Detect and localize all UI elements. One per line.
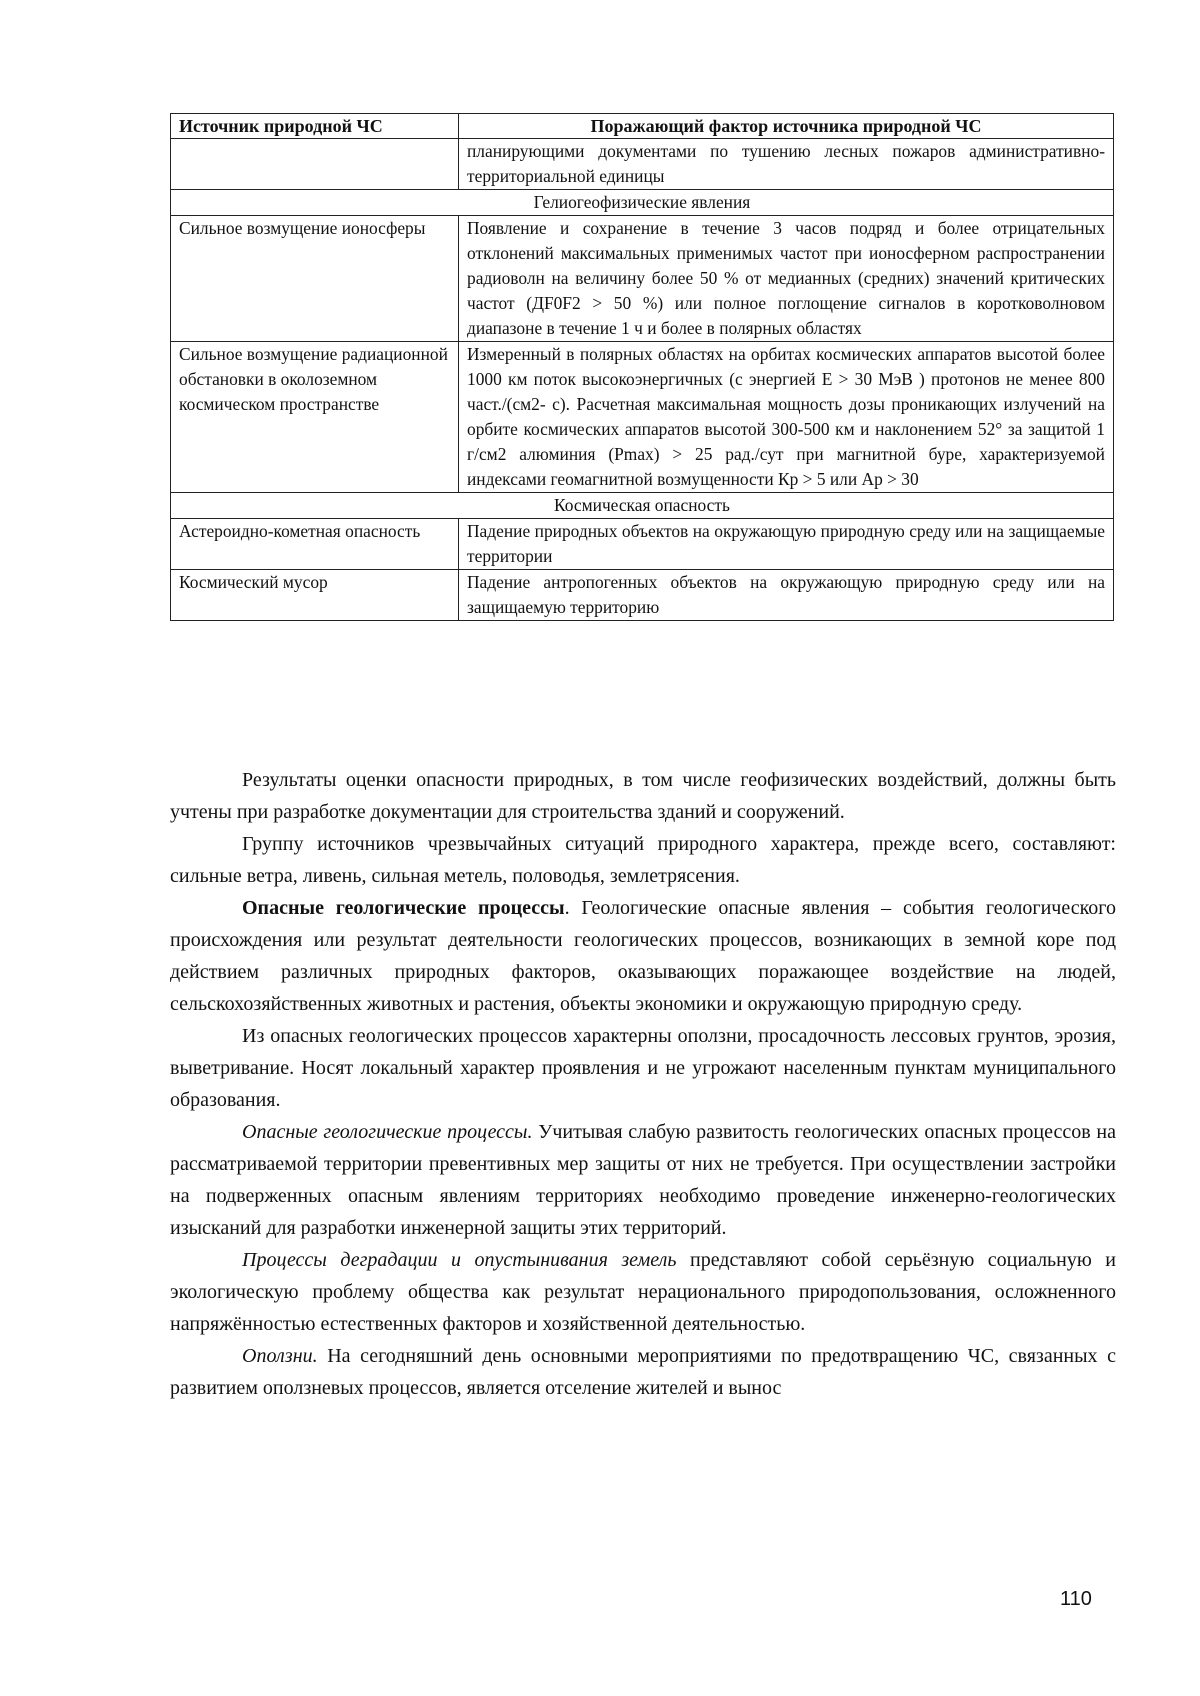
paragraph-text: Группу источников чрезвычайных ситуаций природного характера, прежде всего, составляют: сильные ветра, ливень, сильная метель, половодья, землетрясения. [170, 833, 1116, 887]
table-section-row [171, 493, 1114, 519]
paragraph-lead-italic: Оползни. [242, 1345, 318, 1367]
table-row [171, 342, 1114, 493]
body-text [170, 764, 1116, 1404]
table-section-row [171, 190, 1114, 216]
paragraph-text: Результаты оценки опасности природных, в том числе геофизических воздействий, должны быть учтены при разработке документации для строительства зданий и сооружений. [170, 769, 1116, 823]
paragraph-sources [170, 828, 1116, 892]
table-header-factor: Поражающий фактор источника природной ЧС [459, 114, 1114, 139]
paragraph-text: На сегодняшний день основными мероприятиями по предотвращению ЧС, связанных с развитием оползневых процессов, является отселение жителей и вынос [170, 1345, 1116, 1399]
paragraph-assessment [170, 764, 1116, 828]
paragraph-landslides [170, 1340, 1116, 1404]
table-cell-source: Сильное возмущение радиационной обстановки в околоземном космическом пространстве [171, 342, 459, 493]
table-cell-source [171, 139, 459, 190]
table-header-source: Источник природной ЧС [171, 114, 459, 139]
paragraph-land-degradation [170, 1244, 1116, 1340]
paragraph-geological-protection [170, 1116, 1116, 1244]
table-cell-factor: планирующими документами по тушению лесных пожаров административно-территориальной единицы [459, 139, 1114, 190]
table-section-title: Гелиогеофизические явления [171, 190, 1114, 216]
table-cell-source: Астероидно-кометная опасность [171, 519, 459, 570]
table-cell-factor: Падение природных объектов на окружающую природную среду или на защищаемые территории [459, 519, 1114, 570]
paragraph-lead-italic: Опасные геологические процессы. [242, 1121, 533, 1143]
table-cell-factor: Измеренный в полярных областях на орбитах космических аппаратов высотой более 1000 км поток высокоэнергичных (с энергией Е > 30 МэВ ) протонов не менее 800 част./(см2- с). Расчетная максимальная мощность дозы проникающих излучений на орбите космических аппаратов высотой 300-500 км и наклонением 52° за защитой 1 г/см2 алюминия (Pmax) > 25 рад./сут при магнитной буре, характеризуемой индексами геомагнитной возмущенности Кр > 5 или Ар > 30 [459, 342, 1114, 493]
table-row [171, 139, 1114, 190]
table-row [171, 570, 1114, 621]
natural-hazards-table [170, 113, 1114, 621]
paragraph-geological-hazards [170, 892, 1116, 1020]
table-cell-source: Космический мусор [171, 570, 459, 621]
page-number: 110 [1060, 1588, 1092, 1610]
paragraph-text: представляют собой серьёзную социальную и экологическую проблему общества как результат нерационального природопользования, осложненного напряжённостью естественных факторов и хозяйственной деятельностью. [170, 1249, 1117, 1335]
table-header-row [171, 114, 1114, 139]
table-cell-factor: Появление и сохранение в течение 3 часов подряд и более отрицательных отклонений максимальных применимых частот при ионосферном распространении радиоволн на величину более 50 % от медианных (средних) значений критических частот (ДF0F2 > 50 %) или полное поглощение сигналов в коротковолновом диапазоне в течение 1 ч и более в полярных областях [459, 216, 1114, 342]
table-cell-factor: Падение антропогенных объектов на окружающую природную среду или на защищаемую территорию [459, 570, 1114, 621]
table-row [171, 519, 1114, 570]
paragraph-text: Учитывая слабую развитость геологических опасных процессов на рассматриваемой территории превентивных мер защиты от них не требуется. При осуществлении застройки на подверженных опасным явлениям территориях необходимо проведение инженерно-геологических изысканий для разработки инженерной защиты этих территорий. [170, 1121, 1116, 1239]
paragraph-text: . Геологические опасные явления – события геологического происхождения или результат деятельности геологических процессов, возникающих в земной коре под действием различных природных факторов, оказывающих поражающее воздействие на людей, сельскохозяйственных животных и растения, объекты экономики и окружающую природную среду. [170, 897, 1116, 1015]
table-cell-source: Сильное возмущение ионосферы [171, 216, 459, 342]
paragraph-characteristic-processes [170, 1020, 1116, 1116]
table-section-title: Космическая опасность [171, 493, 1114, 519]
paragraph-text: Из опасных геологических процессов характерны оползни, просадочность лессовых грунтов, эрозия, выветривание. Носят локальный характер проявления и не угрожают населенным пунктам муниципального образования. [170, 1025, 1116, 1111]
paragraph-lead-bold: Опасные геологические процессы [242, 897, 565, 919]
table-row [171, 216, 1114, 342]
paragraph-lead-italic: Процессы деградации и опустынивания земель [242, 1249, 677, 1271]
